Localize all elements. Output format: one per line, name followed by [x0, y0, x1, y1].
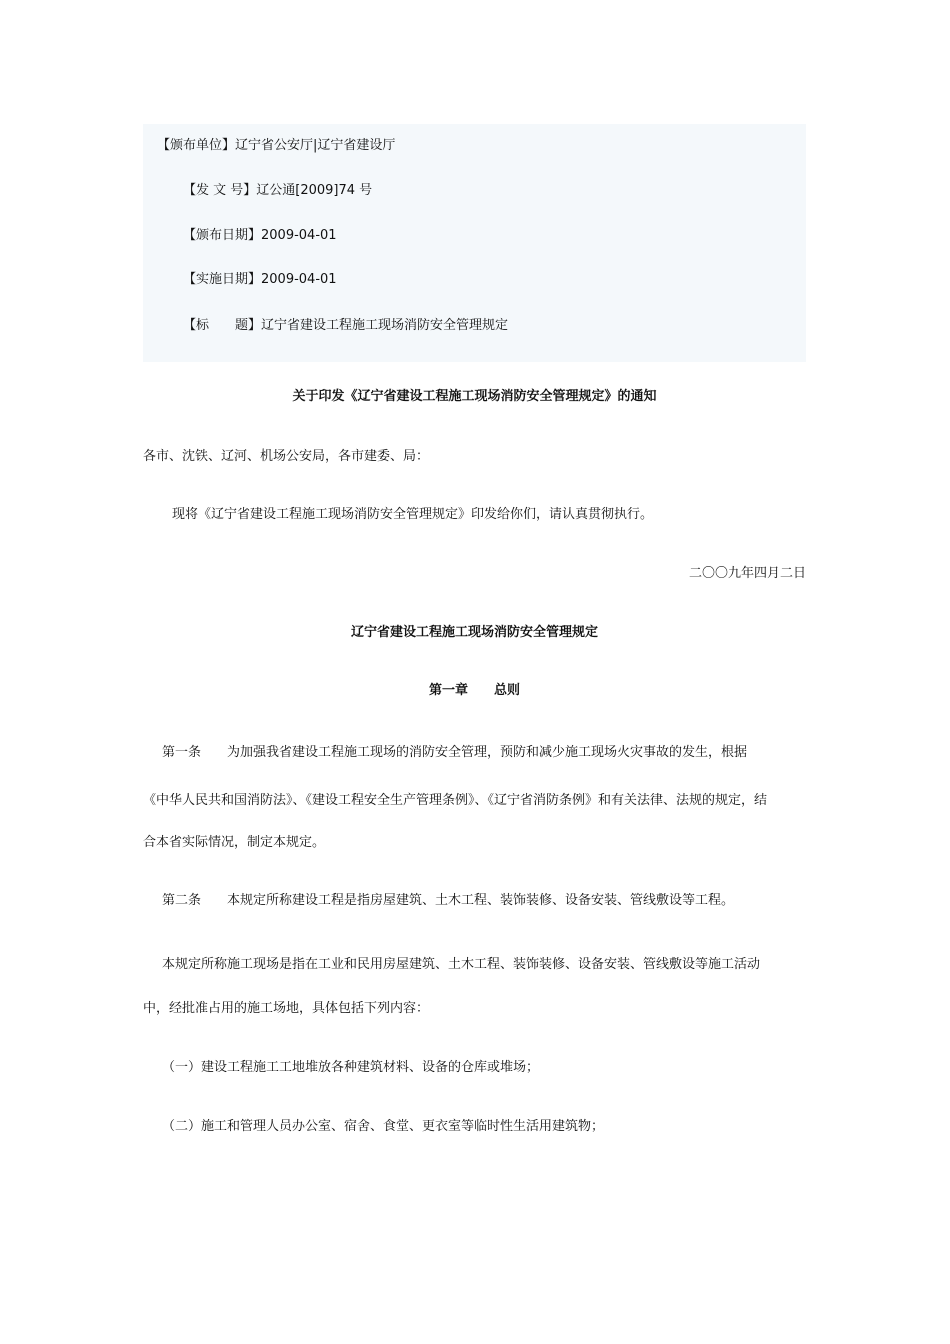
- chapter-heading: 第一章 总则: [428, 683, 520, 698]
- meta-docno: [183, 181, 372, 201]
- article-2: 第二条 本规定所称建设工程是指房屋建筑、土木工程、装饰装修、设备安装、管线敷设等工程。: [162, 893, 735, 908]
- notice-body: 现将《辽宁省建设工程施工现场消防安全管理规定》印发给你们，请认真贯彻执行。: [172, 507, 654, 522]
- notice-addressee: 各市、沈铁、辽河、机场公安局，各市建委、局：: [143, 449, 430, 464]
- meta-title-label: 【标 题】: [183, 318, 262, 333]
- regulation-title: 辽宁省建设工程施工现场消防安全管理规定: [350, 625, 598, 640]
- meta-issuer-value: 辽宁省公安厅|辽宁省建设厅: [235, 138, 396, 153]
- article-1-line-1: 第一条 为加强我省建设工程施工现场的消防安全管理，预防和减少施工现场火灾事故的发生，根据: [162, 745, 748, 760]
- site-definition-line-2: 中，经批准占用的施工场地，具体包括下列内容：: [143, 1001, 430, 1016]
- meta-title: [183, 316, 508, 336]
- list-item-1: （一）建设工程施工工地堆放各种建筑材料、设备的仓库或堆场；: [162, 1060, 540, 1075]
- article-1-line-2: 《中华人民共和国消防法》、《建设工程安全生产管理条例》、《辽宁省消防条例》和有关法律、法规的规定，结: [143, 793, 768, 808]
- meta-docno-label: 【发 文 号】: [183, 183, 257, 198]
- meta-effective-date-value: 2009-04-01: [261, 272, 337, 287]
- meta-issue-date-value: 2009-04-01: [261, 228, 337, 243]
- meta-issue-date-label: 【颁布日期】: [183, 228, 262, 243]
- list-item-2: （二）施工和管理人员办公室、宿舍、食堂、更衣室等临时性生活用建筑物；: [162, 1119, 605, 1134]
- notice-date: 二〇〇九年四月二日: [688, 566, 806, 581]
- site-definition-line-1: 本规定所称施工现场是指在工业和民用房屋建筑、土木工程、装饰装修、设备安装、管线敷设等施工活动: [162, 957, 761, 972]
- meta-issue-date: [183, 226, 337, 246]
- meta-docno-value: 辽公通[2009]74 号: [256, 183, 373, 198]
- meta-issuer: [157, 136, 395, 156]
- notice-heading: 关于印发《辽宁省建设工程施工现场消防安全管理规定》的通知: [292, 389, 657, 404]
- meta-title-value: 辽宁省建设工程施工现场消防安全管理规定: [261, 318, 509, 333]
- meta-effective-date-label: 【实施日期】: [183, 272, 262, 287]
- meta-issuer-label: 【颁布单位】: [157, 138, 236, 153]
- article-1-line-3: 合本省实际情况，制定本规定。: [143, 835, 326, 850]
- meta-effective-date: [183, 270, 337, 290]
- metadata-box: [143, 124, 806, 362]
